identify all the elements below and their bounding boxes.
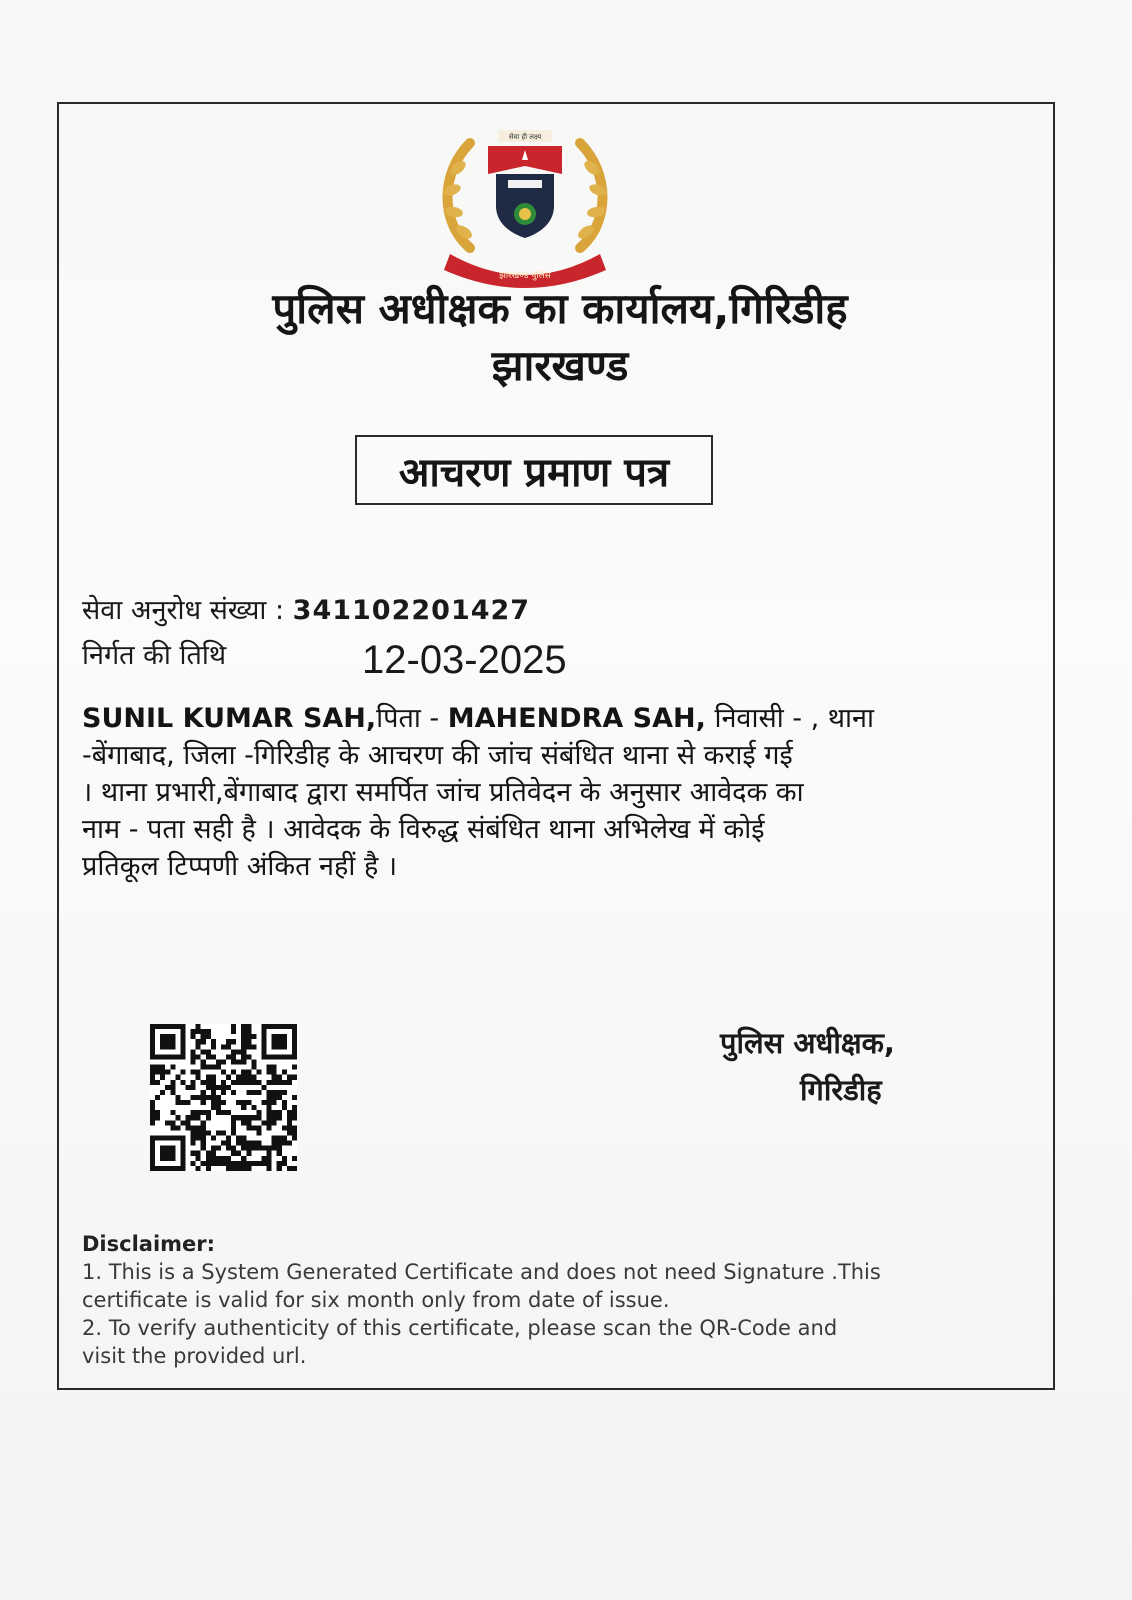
father-label: पिता - bbox=[376, 703, 448, 734]
father-name: MAHENDRA SAH, bbox=[447, 703, 706, 734]
signatory-title: पुलिस अधीक्षक, bbox=[720, 1026, 895, 1060]
body-line-5: प्रतिकूल टिप्पणी अंकित नहीं है । bbox=[82, 851, 398, 882]
issue-date-value: 12-03-2025 bbox=[362, 638, 567, 682]
office-title: पुलिस अधीक्षक का कार्यालय,गिरिडीह bbox=[272, 284, 848, 333]
jharkhand-police-emblem-icon bbox=[430, 128, 620, 288]
body-line-3: । थाना प्रभारी,बेंगाबाद द्वारा समर्पित जांच प्रतिवेदन के अनुसार आवेदक का bbox=[82, 777, 804, 808]
office-state: झारखण्ड bbox=[491, 341, 629, 390]
service-request-label: सेवा अनुरोध संख्या : bbox=[82, 595, 285, 626]
body-line-4: नाम - पता सही है । आवेदक के विरुद्ध संबंधित थाना अभिलेख में कोई bbox=[82, 814, 765, 845]
qr-code-icon[interactable] bbox=[150, 1024, 297, 1171]
emblem-ribbon-text: झारखण्ड पुलिस bbox=[499, 271, 551, 281]
service-request-number: 341102201427 bbox=[292, 595, 531, 626]
disclaimer-line-4: visit the provided url. bbox=[82, 1344, 307, 1368]
disclaimer-heading: Disclaimer: bbox=[82, 1232, 216, 1256]
body-line-1 bbox=[82, 700, 1032, 737]
disclaimer-line-1: 1. This is a System Generated Certificate and does not need Signature .This bbox=[82, 1260, 881, 1284]
disclaimer-line-3: 2. To verify authenticity of this certificate, please scan the QR-Code and bbox=[82, 1316, 838, 1340]
issue-date-label: निर्गत की तिथि bbox=[82, 640, 227, 671]
emblem-motto: सेवा ही लक्ष्य bbox=[508, 133, 542, 141]
certificate-body bbox=[82, 700, 1032, 885]
applicant-name: SUNIL KUMAR SAH, bbox=[82, 703, 377, 734]
disclaimer bbox=[82, 1230, 1012, 1370]
body-line-1-rest: निवासी - , थाना bbox=[705, 703, 874, 734]
certificate-title: आचरण प्रमाण पत्र bbox=[398, 449, 670, 496]
service-request-row bbox=[82, 590, 530, 627]
certificate-title-box bbox=[355, 435, 713, 505]
disclaimer-line-2: certificate is valid for six month only from date of issue. bbox=[82, 1288, 670, 1312]
body-line-2: -बेंगाबाद, जिला -गिरिडीह के आचरण की जांच संबंधित थाना से कराई गई bbox=[82, 740, 793, 771]
signatory-location: गिरिडीह bbox=[800, 1073, 882, 1107]
